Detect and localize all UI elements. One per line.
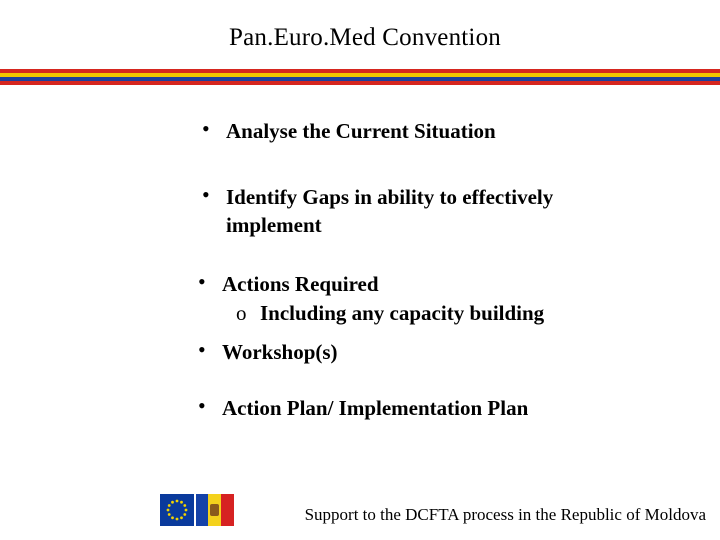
bullet-text: Actions Required — [222, 272, 379, 296]
footer-flags — [160, 494, 234, 526]
bullet-text: Action Plan/ Implementation Plan — [222, 396, 529, 420]
sub-bullet-text: Including any capacity building — [260, 301, 545, 325]
sub-bullet-marker: o — [236, 301, 247, 325]
bullet-actions-required — [198, 269, 379, 298]
bullet-dot: • — [198, 269, 206, 294]
bullet-text-line1: Identify Gaps in ability to effectively — [226, 185, 554, 209]
bullet-identify-gaps — [202, 182, 554, 239]
stripe-red-bottom — [0, 81, 720, 85]
sub-bullet-capacity-building — [236, 299, 545, 327]
bullet-workshops — [198, 337, 338, 366]
slide-title: Pan.Euro.Med Convention — [229, 24, 501, 51]
bullet-text-line2: implement — [226, 213, 322, 237]
bullet-text: Analyse the Current Situation — [226, 119, 496, 143]
footer-text: Support to the DCFTA process in the Republic of Moldova — [304, 505, 706, 524]
bullet-dot: • — [198, 337, 206, 362]
bullet-action-plan — [198, 393, 529, 422]
bullet-dot: • — [198, 393, 206, 418]
bullet-text: Workshop(s) — [222, 340, 338, 364]
moldova-emblem-icon — [210, 504, 219, 516]
eu-flag-icon — [160, 494, 194, 526]
header-stripes — [0, 69, 720, 85]
bullet-analyse — [202, 116, 496, 145]
eu-stars — [160, 494, 194, 526]
moldova-flag-icon — [196, 494, 234, 526]
bullet-dot: • — [202, 182, 210, 207]
bullet-dot: • — [202, 116, 210, 141]
